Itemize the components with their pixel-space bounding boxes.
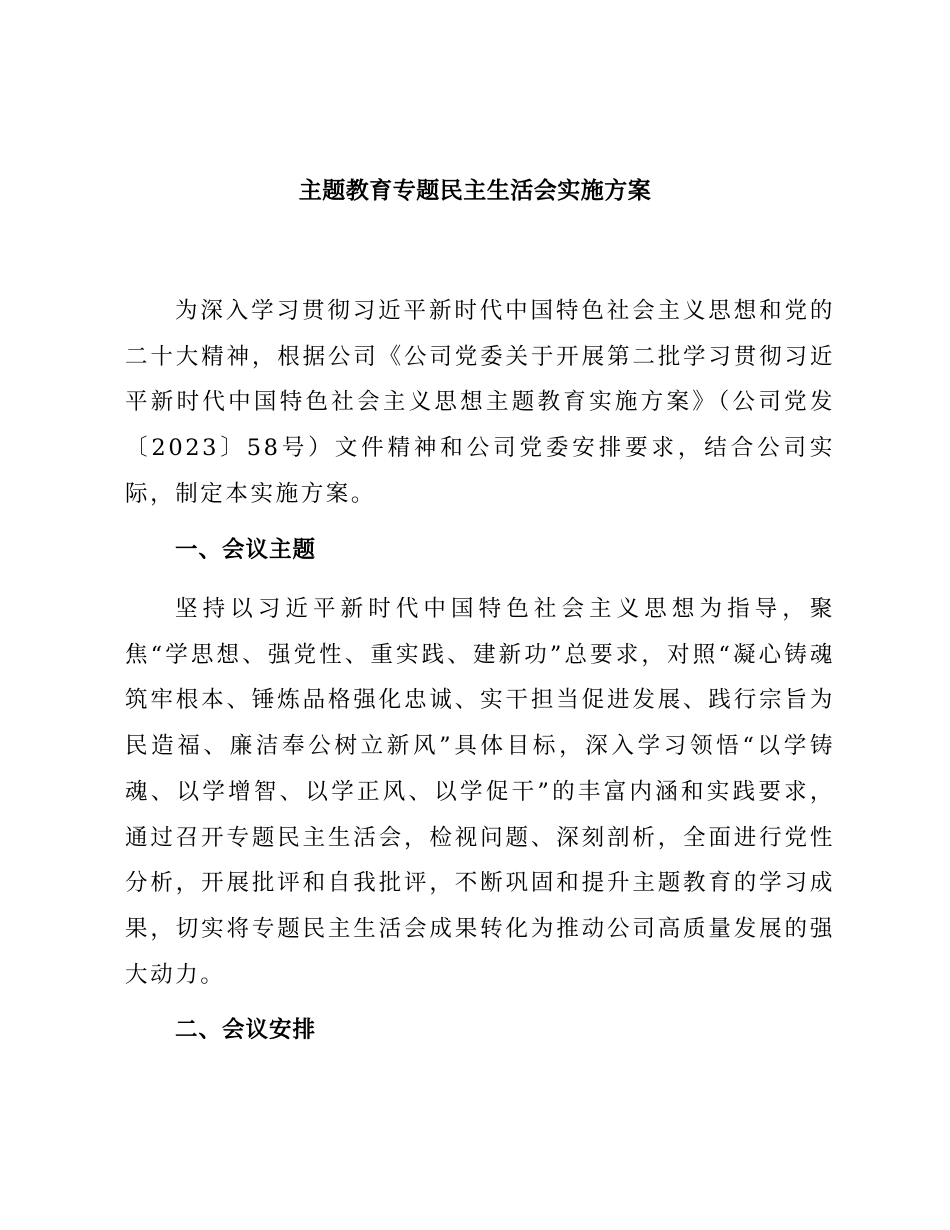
document-title: 主题教育专题民主生活会实施方案	[298, 177, 652, 204]
intro-paragraph: 为深入学习贯彻习近平新时代中国特色社会主义思想和党的二十大精神，根据公司《公司党委关于开展第二批学习贯彻习近平新时代中国特色社会主义思想主题教育实施方案》（公司党发〔2023〕58号）文件精神和公司党委安排要求，结合公司实际，制定本实施方案。	[125, 298, 835, 507]
section-heading-meeting-theme: 一、会议主题	[175, 537, 317, 563]
section-paragraph-meeting-theme: 坚持以习近平新时代中国特色社会主义思想为指导，聚焦“学思想、强党性、重实践、建新功”总要求，对照“凝心铸魂筑牢根本、锤炼品格强化忠诚、实干担当促进发展、践行宗旨为民造福、廉洁奉公树立新风”具体目标，深入学习领悟“以学铸魂、以学增智、以学正风、以学促干”的丰富内涵和实践要求，通过召开专题民主生活会，检视问题、深刻剖析，全面进行党性分析，开展批评和自我批评，不断巩固和提升主题教育的学习成果，切实将专题民主生活会成果转化为推动公司高质量发展的强大动力。	[125, 596, 835, 988]
section-heading-meeting-arrangement: 二、会议安排	[175, 1017, 317, 1043]
